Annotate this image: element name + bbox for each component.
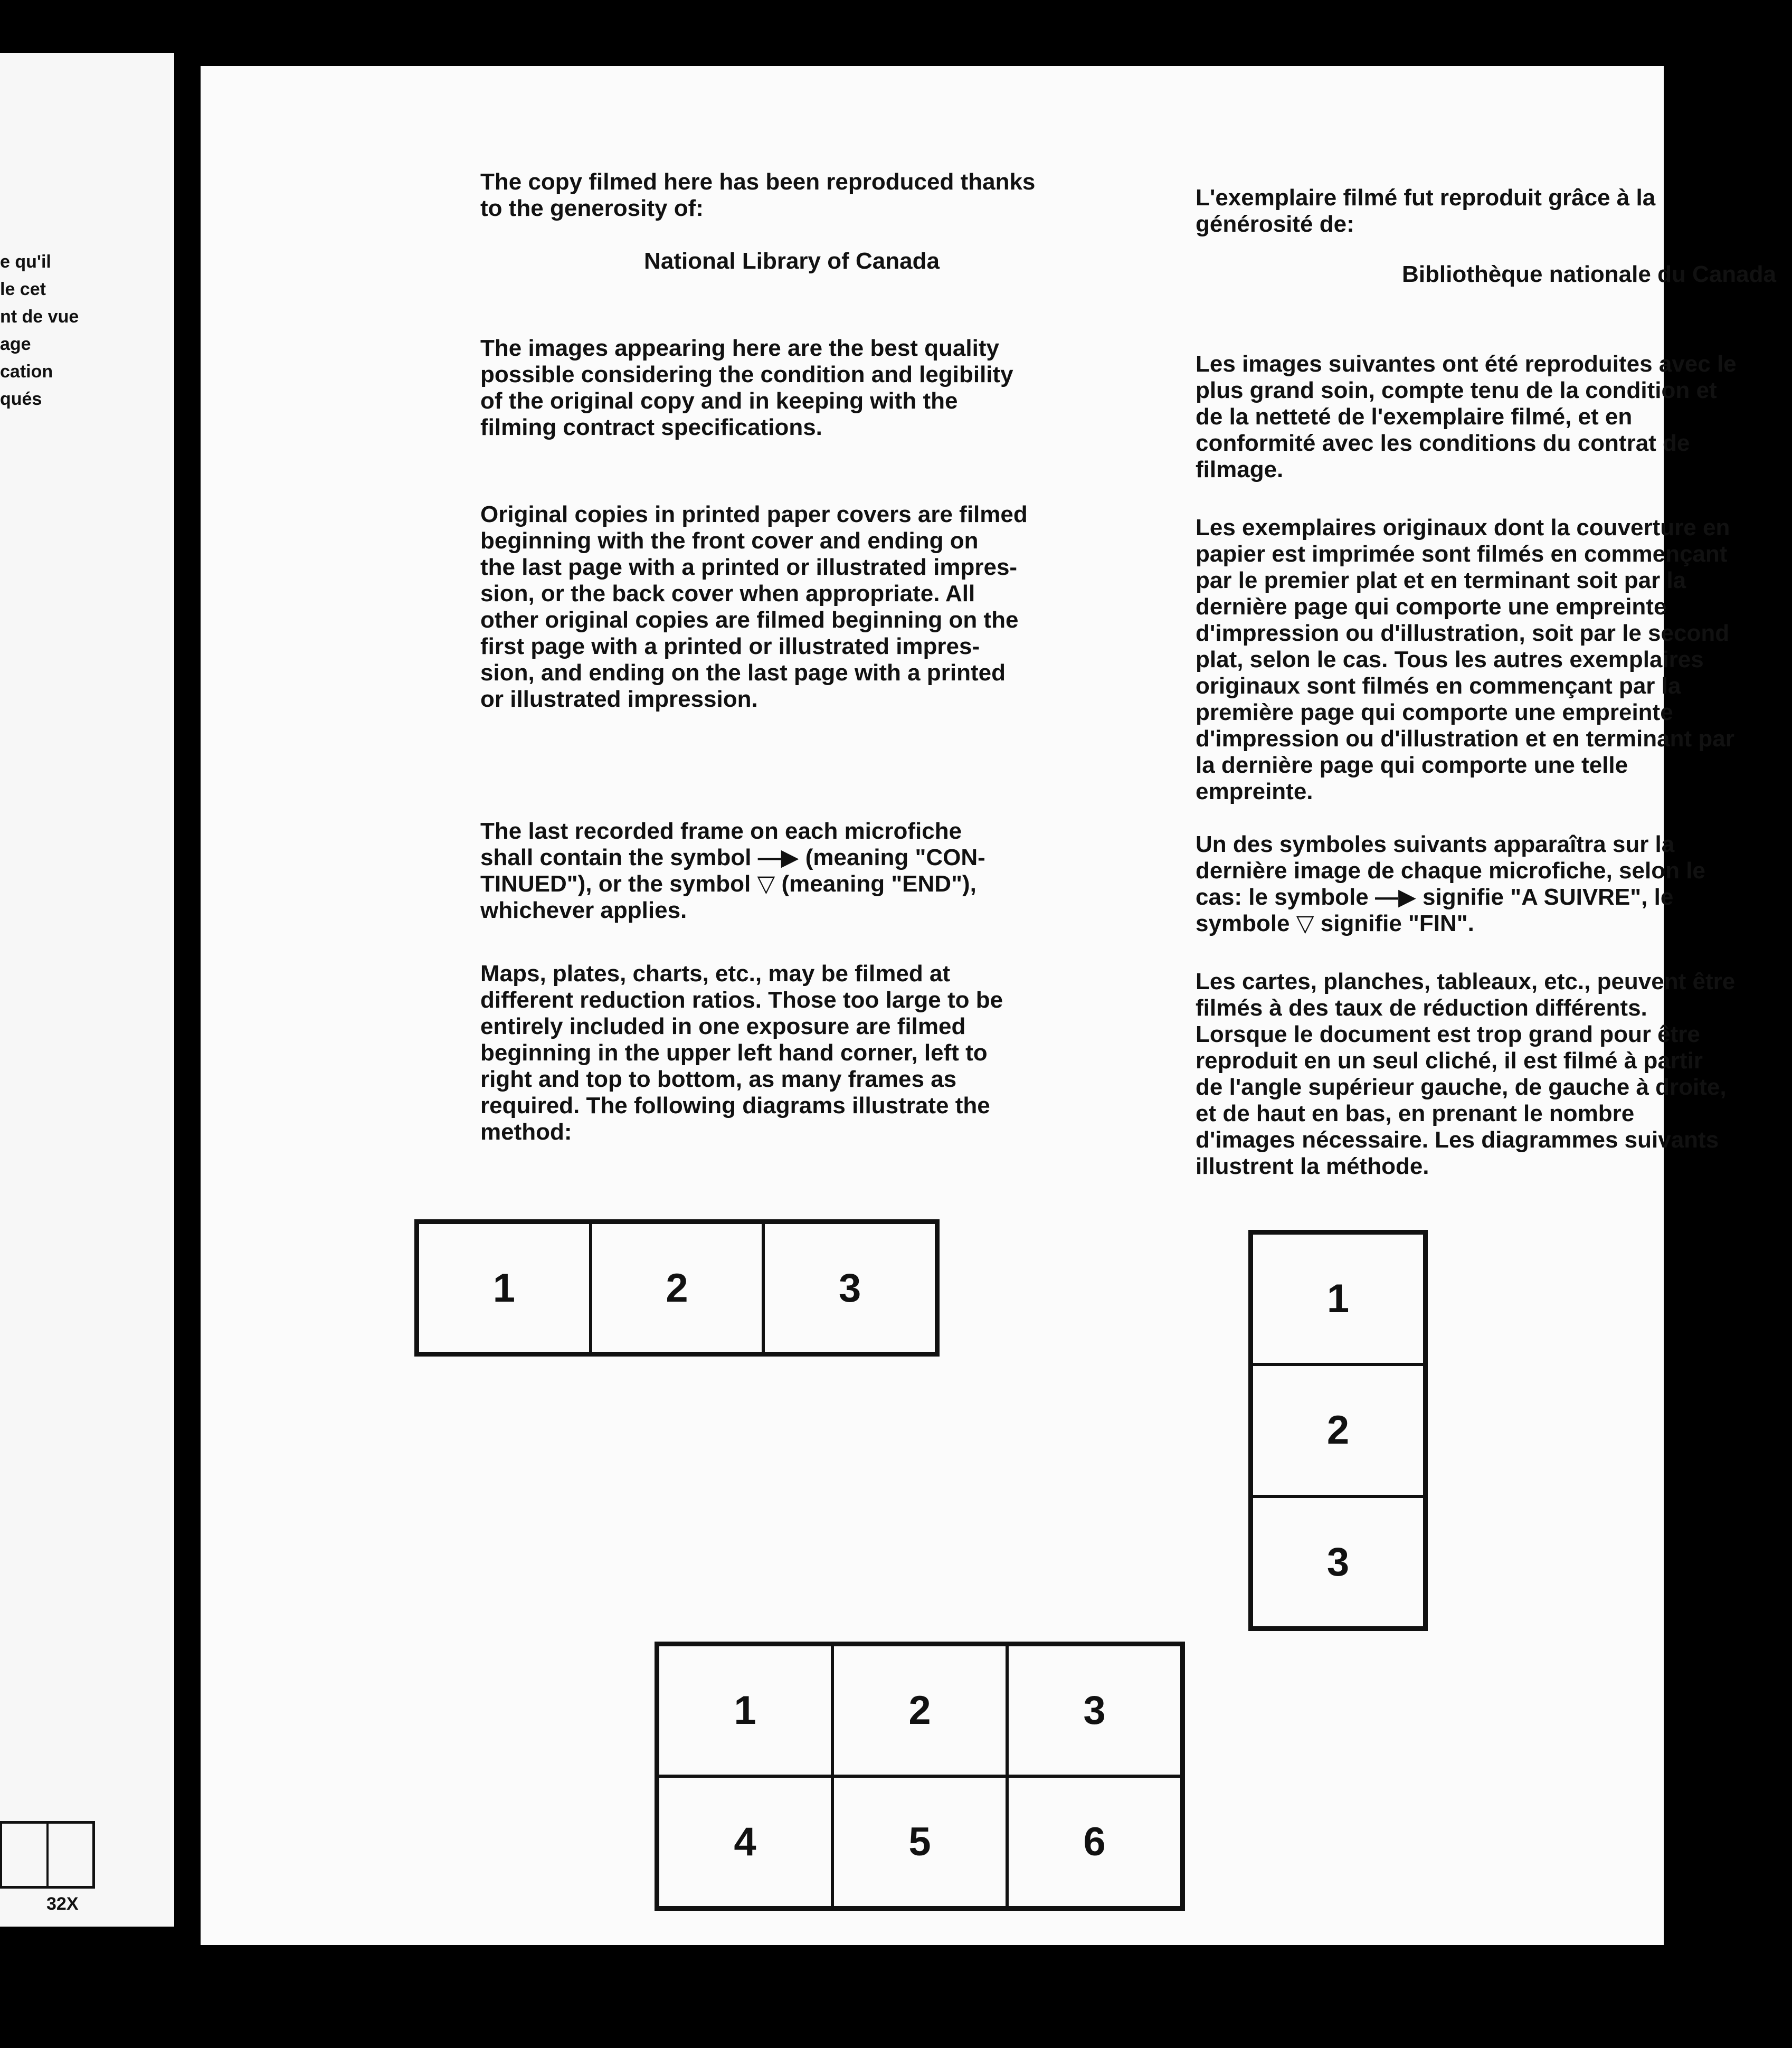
left-fragment-2: le cet [0, 279, 46, 299]
diagram-horizontal [414, 1219, 940, 1357]
diagram-grid [655, 1642, 1185, 1911]
en-institution: National Library of Canada [644, 248, 940, 274]
en-symbols: The last recorded frame on each microfiche shall contain the symbol —▶ (meaning "CON- TINUED"), or the symbol ▽ (meaning "END"), whichever applies. [480, 818, 985, 923]
frame-cell: 5 [832, 1776, 1007, 1908]
fr-originals: Les exemplaires originaux dont la couverture en papier est imprimée sont filmés en commençant par le premier plat et en terminant soit par la dernière page qui comporte une empreinte d'impression ou d'illustration, soit par le second plat, selon le cas. Tous les autres exemplaires originaux sont filmés en commençant par la première page qui comporte une empreinte d'impression ou d'illustration et en terminant par la dernière page qui comporte une telle empreinte. [1196, 515, 1734, 804]
frame-cell: 3 [1007, 1645, 1182, 1776]
left-fragment-6: qués [0, 389, 42, 409]
en-intro: The copy filmed here has been reproduced thanks to the generosity of: [480, 169, 1036, 221]
fr-institution: Bibliothèque nationale du Canada [1402, 261, 1776, 287]
en-originals: Original copies in printed paper covers are filmed beginning with the front cover and ending on the last page with a printed or illustrated impres- sion, or the back cover when appropriate. All other original copies are filmed beginning on the first page with a printed or illustrated impres- sion, and ending on the last page with a printed or illustrated impression. [480, 501, 1028, 712]
frame-cell: 4 [658, 1776, 832, 1908]
frame-cell: 6 [1007, 1776, 1182, 1908]
left-fragment-4: age [0, 334, 31, 354]
frame-cell: 3 [763, 1222, 936, 1353]
en-quality: The images appearing here are the best quality possible considering the condition and legibility of the original copy and in keeping with the filming contract specifications. [480, 335, 1013, 440]
frame-cell: 1 [1251, 1233, 1425, 1364]
frame-cell: 2 [591, 1222, 764, 1353]
reduction-label: 32X [46, 1894, 79, 1914]
fr-symbols: Un des symboles suivants apparaîtra sur la dernière image de chaque microfiche, selon le cas: le symbole —▶ signifie "A SUIVRE", le symbole ▽ signifie "FIN". [1196, 831, 1705, 936]
frame-cell: 3 [1251, 1496, 1425, 1628]
en-maps: Maps, plates, charts, etc., may be filmed at different reduction ratios. Those too large to be entirely included in one exposure are filmed beginning in the upper left hand corner, left to right and top to bottom, as many frames as required. The following diagrams illustrate the method: [480, 961, 1003, 1145]
frame-cell: 1 [418, 1222, 591, 1353]
frame-cell: 2 [832, 1645, 1007, 1776]
left-page-fragment [0, 53, 174, 1927]
fr-maps: Les cartes, planches, tableaux, etc., peuvent être filmés à des taux de réduction différents. Lorsque le document est trop grand pour être reproduit en un seul cliché, il est filmé à partir de l'angle supérieur gauche, de gauche à droite, et de haut en bas, en prenant le nombre d'images nécessaire. Les diagrammes suivants illustrent la méthode. [1196, 969, 1736, 1179]
diagram-vertical [1248, 1230, 1428, 1631]
left-fragment-1: e qu'il [0, 252, 51, 272]
left-fragment-5: cation [0, 362, 53, 382]
reduction-boxes [0, 1821, 95, 1889]
frame-cell: 1 [658, 1645, 832, 1776]
fr-intro: L'exemplaire filmé fut reproduit grâce à la générosité de: [1196, 185, 1656, 237]
frame-cell: 2 [1251, 1364, 1425, 1496]
target-page [201, 66, 1776, 1945]
left-fragment-3: nt de vue [0, 307, 79, 327]
fr-quality: Les images suivantes ont été reproduites avec le plus grand soin, compte tenu de la condition et de la netteté de l'exemplaire filmé, et en conformité avec les conditions du contrat de filmage. [1196, 351, 1737, 482]
